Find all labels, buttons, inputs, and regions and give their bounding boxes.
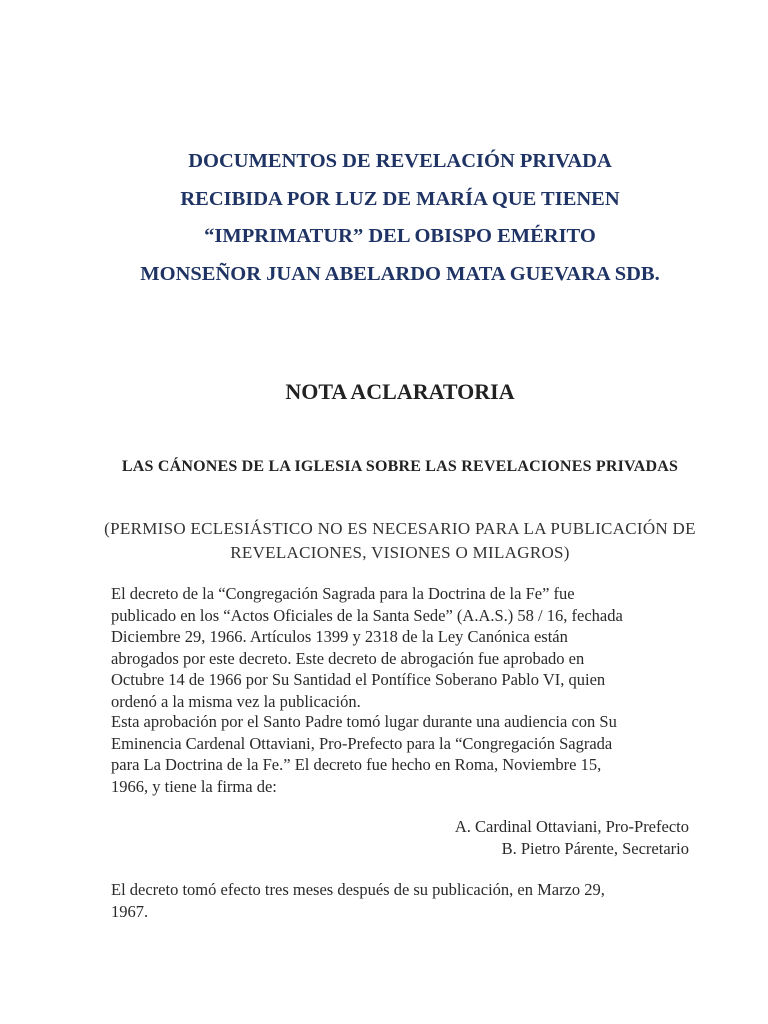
- signature-line: A. Cardinal Ottaviani, Pro-Prefecto: [454, 817, 689, 836]
- title-line: RECIBIDA POR LUZ DE MARÍA QUE TIENEN: [180, 187, 620, 210]
- paragraph-line: Esta aprobación por el Santo Padre tomó lugar durante una audiencia con Su: [111, 712, 617, 731]
- paragraph-line: 1967.: [111, 901, 149, 921]
- paragraph-line: publicado en los “Actos Oficiales de la Santa Sede” (A.A.S.) 58 / 16, fechada: [111, 605, 623, 625]
- paragraph-approval: [111, 711, 711, 797]
- paragraph-line: Octubre 14 de 1966 por Su Santidad el Pontífice Soberano Pablo VI, quien: [111, 670, 606, 689]
- title-line: MONSEÑOR JUAN ABELARDO MATA GUEVARA SDB.: [140, 262, 660, 285]
- paragraph-decree: [111, 583, 711, 712]
- paragraph-line: El decreto de la “Congregación Sagrada para la Doctrina de la Fe” fue: [111, 584, 575, 603]
- document-title: [60, 143, 740, 293]
- paragraph-line: Diciembre 29, 1966. Artículos 1399 y 2318 de la Ley Canónica están: [111, 627, 568, 646]
- permission-note: (PERMISO ECLESIÁSTICO NO ES NECESARIO PARA LA PUBLICACIÓN DE REVELACIONES, VISIONES O MILAGROS): [104, 519, 696, 562]
- paragraph-line: para La Doctrina de la Fe.” El decreto fue hecho en Roma, Noviembre 15,: [111, 755, 602, 774]
- paragraph-line: El decreto tomó efecto tres meses después de su publicación, en Marzo 29,: [111, 880, 605, 899]
- paragraph-line: abrogados por este decreto. Este decreto de abrogación fue aprobado en: [111, 648, 585, 668]
- paragraph-effect: [111, 879, 711, 922]
- paragraph-line: 1966, y tiene la firma de:: [111, 776, 277, 796]
- subheading: LAS CÁNONES DE LA IGLESIA SOBRE LAS REVELACIONES PRIVADAS: [121, 458, 679, 475]
- section-heading: NOTA ACLARATORIA: [285, 379, 515, 404]
- title-line: DOCUMENTOS DE REVELACIÓN PRIVADA: [188, 150, 612, 172]
- paragraph-line: ordenó a la misma vez la publicación.: [111, 691, 361, 711]
- signature-block: [455, 816, 689, 859]
- paragraph-line: Eminencia Cardenal Ottaviani, Pro-Prefecto para la “Congregación Sagrada: [111, 733, 613, 753]
- title-line: “IMPRIMATUR” DEL OBISPO EMÉRITO: [204, 225, 596, 247]
- signature-line: B. Pietro Párente, Secretario: [501, 838, 689, 858]
